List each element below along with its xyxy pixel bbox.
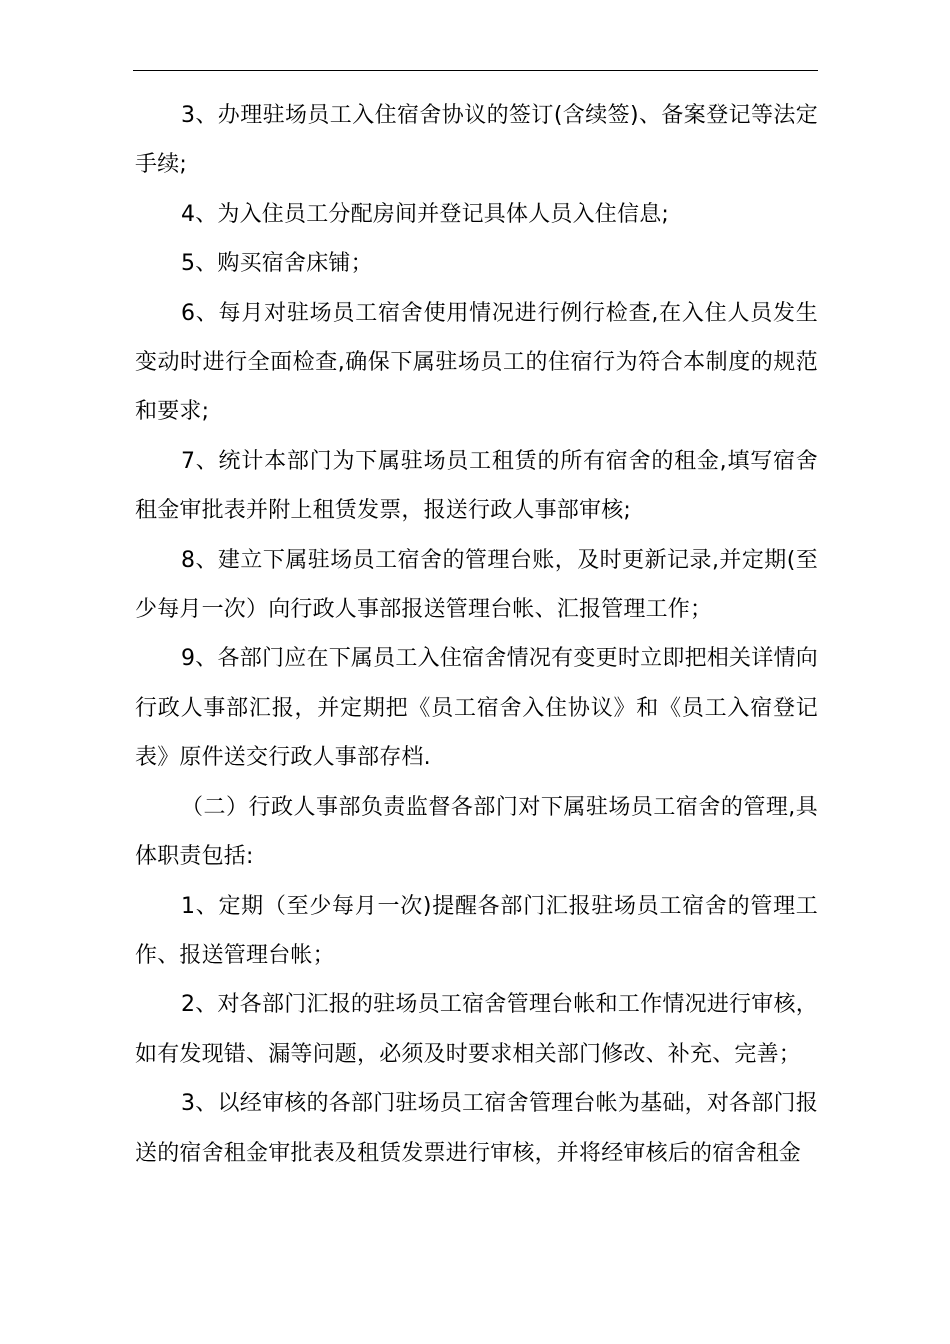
paragraph-item-8-management-ledger: 8、建立下属驻场员工宿舍的管理台账，及时更新记录,并定期(至少每月一次）向行政人事部报送管理台帐、汇报管理工作； (135, 547, 818, 623)
paragraph-item-5-purchase-beds: 5、购买宿舍床铺； (181, 251, 373, 277)
paragraph-item-6-monthly-inspection: 6、每月对驻场员工宿舍使用情况进行例行检查,在入住人员发生变动时进行全面检查,确保下属驻场员工的住宿行为符合本制度的规范和要求; (135, 300, 818, 425)
document-body (135, 91, 818, 1178)
paragraph-hr-item-3-rent-review: 3、以经审核的各部门驻场员工宿舍管理台帐为基础，对各部门报送的宿舍租金审批表及租赁发票进行审核，并将经审核后的宿舍租金 (135, 1091, 818, 1166)
paragraph-hr-item-2-ledger-review: 2、对各部门汇报的驻场员工宿舍管理台帐和工作情况进行审核，如有发现错、漏等问题，必须及时要求相关部门修改、补充、完善； (135, 992, 818, 1067)
paragraph-item-7-rent-statistics: 7、统计本部门为下属驻场员工租赁的所有宿舍的租金,填写宿舍租金审批表并附上租赁发票，报送行政人事部审核; (135, 448, 818, 524)
paragraph-item-4-room-allocation: 4、为入住员工分配房间并登记具体人员入住信息; (181, 201, 670, 227)
paragraph-item-3-contract-procedures: 3、办理驻场员工入住宿舍协议的签订(含续签)、备案登记等法定手续; (135, 103, 818, 178)
header-rule (133, 70, 818, 71)
paragraph-item-9-report-changes: 9、各部门应在下属员工入住宿舍情况有变更时立即把相关详情向行政人事部汇报，并定期把《员工宿舍入住协议》和《员工入宿登记表》原件送交行政人事部存档. (135, 646, 818, 771)
paragraph-section-2-hr-supervision: （二）行政人事部负责监督各部门对下属驻场员工宿舍的管理,具体职责包括: (135, 794, 818, 870)
paragraph-hr-item-1-reminders: 1、定期（至少每月一次)提醒各部门汇报驻场员工宿舍的管理工作、报送管理台帐； (135, 893, 818, 968)
